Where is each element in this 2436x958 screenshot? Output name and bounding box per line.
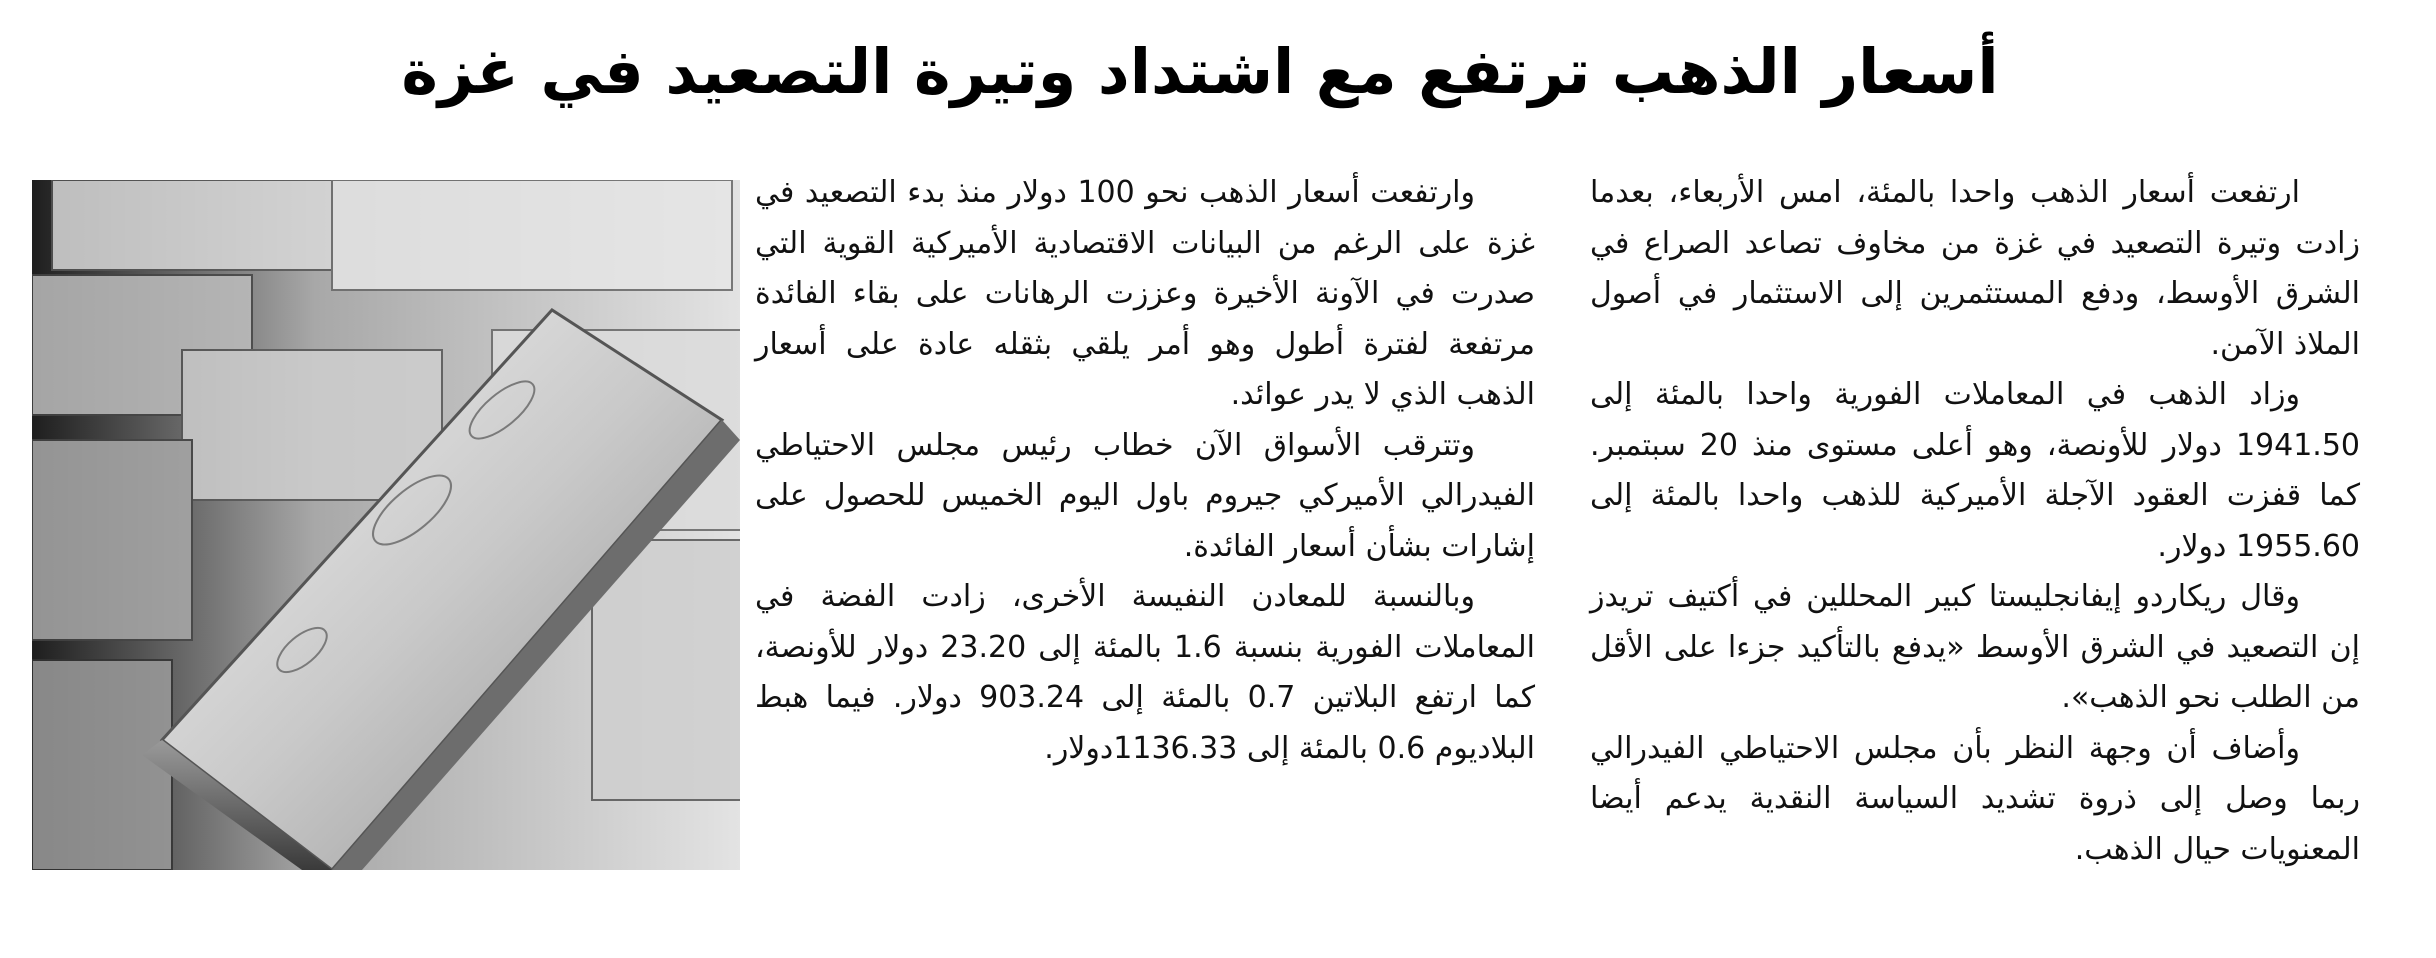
paragraph: وبالنسبة للمعادن النفيسة الأخرى، زادت الفضة في المعاملات الفورية بنسبة 1.6 بالمئة إلى 23.20 دولار للأونصة، كما ارتفع البلاتين 0.7 بالمئة إلى 903.24 دولار. فيما هبط البلاديوم 0.6 بالمئة إلى 1136.33دولار.	[755, 579, 1536, 766]
paragraph: وارتفعت أسعار الذهب نحو 100 دولار منذ بدء التصعيد في غزة على الرغم من البيانات الاقتصادية الأميركية القوية التي صدرت في الآونة الأخيرة وعززت الرهانات على بقاء الفائدة مرتفعة لفترة أطول وهو أمر يلقي بثقله عادة على أسعار الذهب الذي لا يدر عوائد.	[755, 175, 1535, 412]
paragraph: ارتفعت أسعار الذهب واحدا بالمئة، امس الأربعاء، بعدما زادت وتيرة التصعيد في غزة من مخاوف تصاعد الصراع في الشرق الأوسط، ودفع المستثمرين إلى الاستثمار في أصول الملاذ الآمن.	[1590, 175, 2360, 362]
article-column-middle	[755, 168, 1535, 774]
paragraph: وزاد الذهب في المعاملات الفورية واحدا بالمئة إلى 1941.50 دولار للأونصة، وهو أعلى مستوى منذ 20 سبتمبر. كما قفزت العقود الآجلة الأميركية للذهب واحدا بالمئة إلى 1955.60 دولار.	[1590, 377, 2361, 564]
article-column-right	[1590, 168, 2360, 875]
paragraph: وقال ريكاردو إيفانجليستا كبير المحللين في أكتيف تريدز إن التصعيد في الشرق الأوسط «يدفع بالتأكيد جزءا على الأقل من الطلب نحو الذهب».	[1590, 579, 2360, 715]
paragraph: وتترقب الأسواق الآن خطاب رئيس مجلس الاحتياطي الفيدرالي الأميركي جيروم باول اليوم الخميس للحصول على إشارات بشأن أسعار الفائدة.	[755, 427, 1535, 564]
paragraph: وأضاف أن وجهة النظر بأن مجلس الاحتياطي الفيدرالي ربما وصل إلى ذروة تشديد السياسة النقدية يدعم أيضا المعنويات حيال الذهب.	[1590, 730, 2360, 867]
gold-bars-photo	[32, 180, 740, 870]
article-headline: أسعار الذهب ترتفع مع اشتداد وتيرة التصعيد في غزة	[401, 35, 1999, 108]
bullion-bars-image	[32, 180, 740, 870]
